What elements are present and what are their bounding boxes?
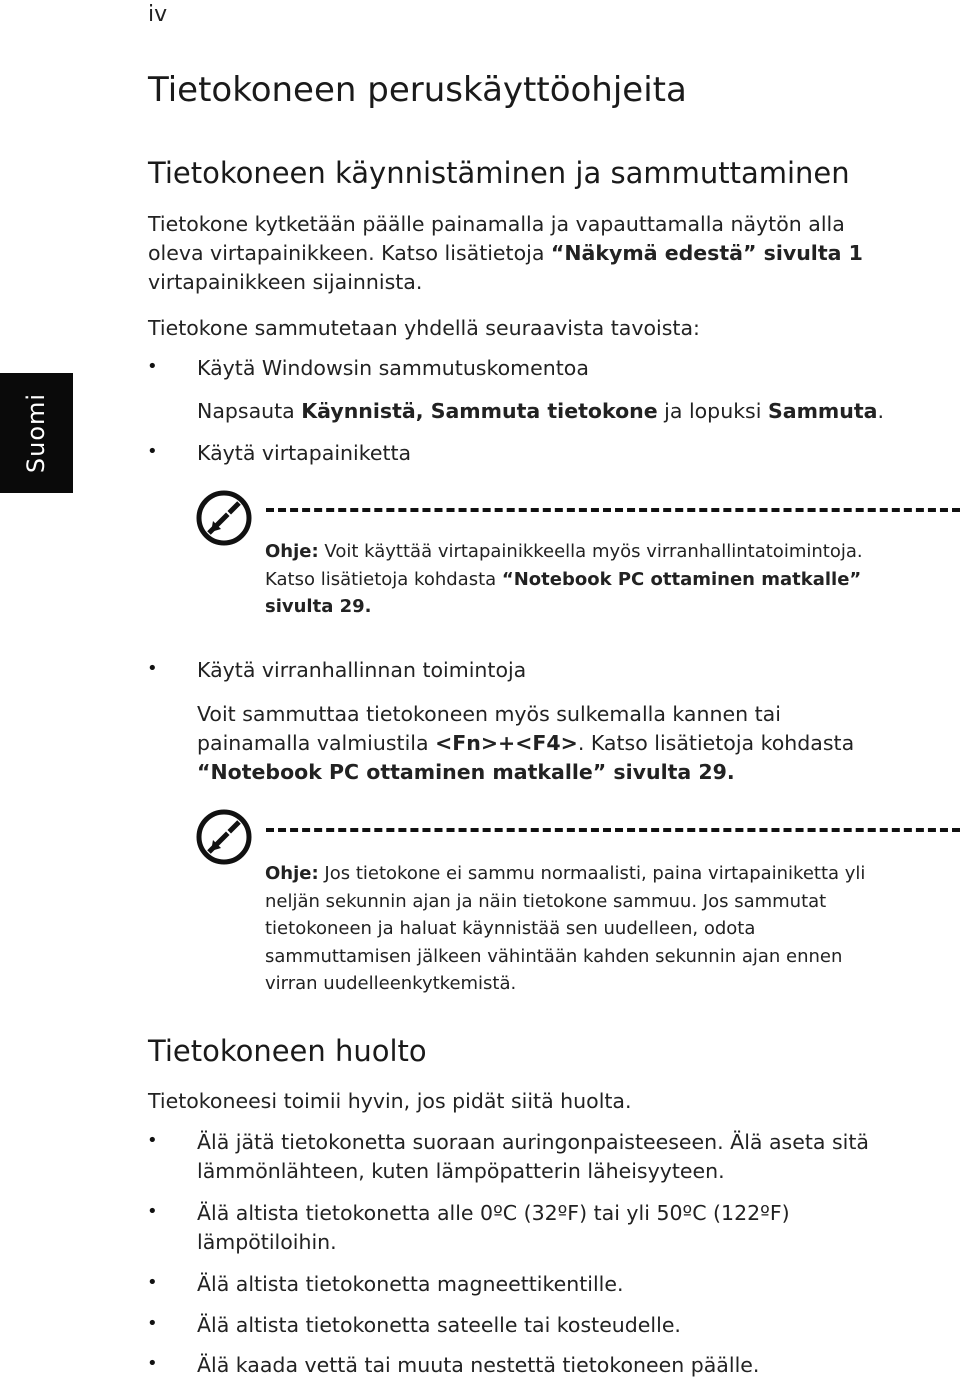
bullet-icon: • xyxy=(147,1313,158,1334)
note-2-line-1 xyxy=(265,860,945,888)
page-number: iv xyxy=(148,2,168,27)
section-heading-care: Tietokoneen huolto xyxy=(148,1034,427,1068)
note-pencil-icon xyxy=(195,808,253,866)
note-1-text: Voit käyttää virtapainikkeella myös virranhallintatoimintoja. xyxy=(318,541,863,562)
bullet-icon: • xyxy=(147,1201,158,1222)
pm-text-c: . Katso lisätietoja kohdasta xyxy=(577,731,855,755)
intro-line-3: virtapainikkeen sijainnista. xyxy=(148,270,423,294)
care-bullet-4: Älä altista tietokonetta sateelle tai kosteudelle. xyxy=(197,1313,681,1337)
detail-text-a: Napsauta xyxy=(197,399,302,423)
front-view-reference: “Näkymä edestä” sivulta 1 xyxy=(550,241,863,265)
note-divider xyxy=(266,828,960,832)
pm-text-a: painamalla valmiustila xyxy=(197,731,436,755)
note-2 xyxy=(265,860,945,998)
bullet-icon: • xyxy=(147,658,158,679)
language-side-tab xyxy=(0,373,73,493)
note-label: Ohje: xyxy=(265,863,319,884)
bullet-icon: • xyxy=(147,356,158,377)
note-2-line-4: sammuttamisen jälkeen vähintään kahden sekunnin ajan ennen xyxy=(265,945,843,967)
note-1-line-3: sivulta 29. xyxy=(265,596,372,617)
hotkey-fn-f4: <Fn>+<F4> xyxy=(435,731,578,755)
bullet-power-button: Käytä virtapainiketta xyxy=(197,441,412,465)
note-2-line-5: virran uudelleenkytkemistä. xyxy=(265,973,517,994)
note-2-text: Jos tietokone ei sammu normaalisti, paina virtapainiketta yli xyxy=(318,863,866,884)
note-1-line-2 xyxy=(265,566,945,594)
shutdown-command: Sammuta xyxy=(767,399,878,423)
power-management-line-3: “Notebook PC ottaminen matkalle” sivulta 29. xyxy=(197,760,735,784)
care-bullet-1-line-1: Älä jätä tietokonetta suoraan auringonpaisteeseen. Älä aseta sitä xyxy=(197,1130,869,1154)
shutdown-intro: Tietokone sammutetaan yhdellä seuraavista tavoista: xyxy=(148,316,700,340)
note-divider xyxy=(266,508,960,512)
note-2-line-2: neljän sekunnin ajan ja näin tietokone sammuu. Jos sammutat xyxy=(265,890,827,912)
bullet-icon: • xyxy=(147,1272,158,1293)
care-bullet-5: Älä kaada vettä tai muuta nestettä tietokoneen päälle. xyxy=(197,1353,760,1377)
bullet-icon: • xyxy=(147,1353,158,1374)
power-management-line-1: Voit sammuttaa tietokoneen myös sulkemalla kannen tai xyxy=(197,702,781,726)
note-label: Ohje: xyxy=(265,541,319,562)
care-bullet-3: Älä altista tietokonetta magneettikentille. xyxy=(197,1272,624,1296)
note-1 xyxy=(265,538,945,621)
detail-text-e: . xyxy=(877,399,885,423)
note-pencil-icon xyxy=(195,489,253,547)
page-title: Tietokoneen peruskäyttöohjeita xyxy=(148,70,687,110)
note-2-line-3: tietokoneen ja haluat käynnistää sen uudelleen, odota xyxy=(265,918,756,939)
bullet-icon: • xyxy=(147,441,158,462)
note-1-line-1 xyxy=(265,538,945,566)
start-shutdown-menu-path: Käynnistä, Sammuta tietokone xyxy=(301,399,658,423)
care-intro: Tietokoneesi toimii hyvin, jos pidät siitä huolta. xyxy=(148,1089,632,1113)
bullet-windows-shutdown: Käytä Windowsin sammutuskomentoa xyxy=(197,356,589,380)
care-bullet-2-line-2: lämpötiloihin. xyxy=(197,1230,337,1254)
care-bullet-1-line-2: lämmönlähteen, kuten lämpöpatterin läheisyyteen. xyxy=(197,1159,725,1183)
power-management-line-2 xyxy=(197,729,854,758)
bullet-windows-shutdown-detail xyxy=(197,397,884,426)
intro-line-2 xyxy=(148,239,863,268)
intro-line-1: Tietokone kytketään päälle painamalla ja vapauttamalla näytön alla xyxy=(148,212,845,236)
notebook-travel-reference: “Notebook PC ottaminen matkalle” xyxy=(501,568,862,590)
bullet-icon: • xyxy=(147,1130,158,1151)
detail-text-c: ja lopuksi xyxy=(657,399,768,423)
care-bullet-2-line-1: Älä altista tietokonetta alle 0ºC (32ºF) tai yli 50ºC (122ºF) xyxy=(197,1201,790,1225)
intro-line-2-text: oleva virtapainikkeen. Katso lisätietoja xyxy=(148,241,551,265)
section-heading-startup: Tietokoneen käynnistäminen ja sammuttaminen xyxy=(148,156,850,190)
side-tab-label: Suomi xyxy=(22,392,51,474)
note-1-text-2a: Katso lisätietoja kohdasta xyxy=(265,568,502,590)
bullet-power-management: Käytä virranhallinnan toimintoja xyxy=(197,658,527,682)
